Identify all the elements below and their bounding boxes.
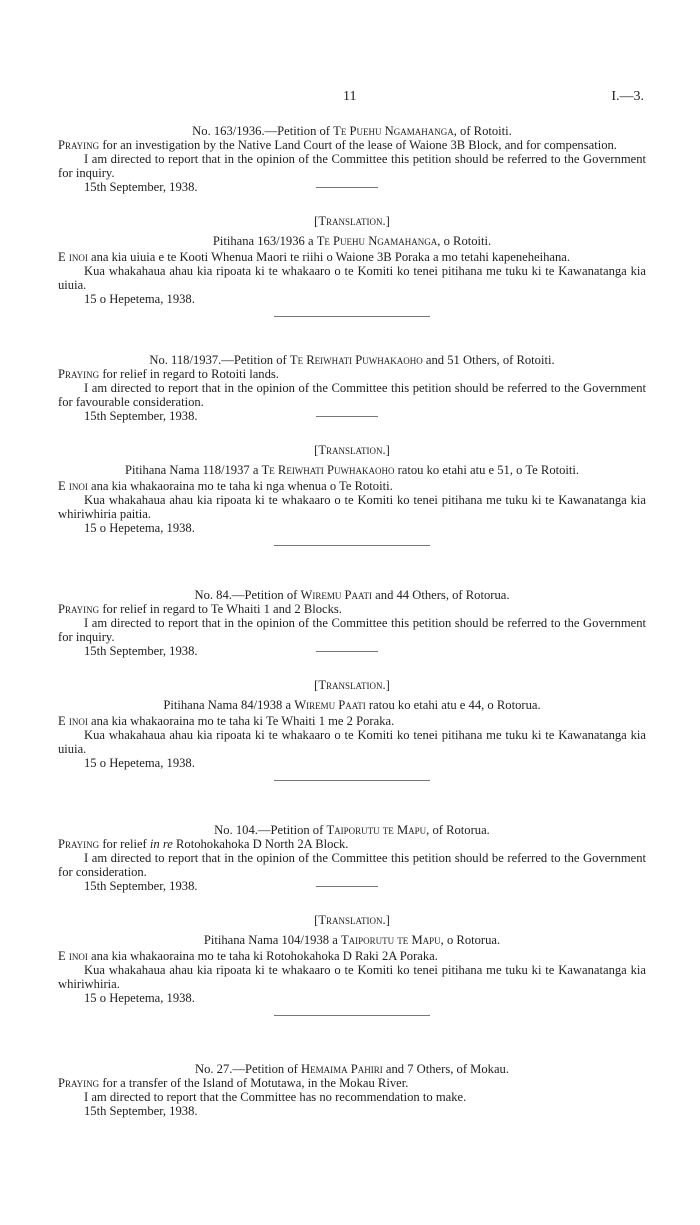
- petition-title: No. 84.—Petition of Wiremu Paati and 44 Others, of Rotorua.: [194, 588, 510, 602]
- translation-title: Pitihana Nama 84/1938 a Wiremu Paati ratou ko etahi atu e 44, o Rotorua.: [163, 698, 541, 712]
- petition-title: No. 163/1936.—Petition of Te Puehu Ngamahanga, of Rotoiti.: [192, 124, 512, 138]
- translation-report-paragraph: Kua whakahaua ahau kia ripoata ki te whakaaro o te Komiti ko tenei pitihana me tuku ki te Kawanatanga kia whiriwhiria.: [58, 963, 646, 991]
- translation-heading: [Translation.]: [314, 913, 390, 927]
- petitioner-name: Wiremu Paati: [300, 588, 373, 602]
- section-divider: [274, 545, 430, 546]
- inoi-paragraph: E inoi ana kia whakaoraina mo te taha ki nga whenua o Te Rotoiti.: [58, 479, 393, 493]
- date-line: 15th September, 1938.: [58, 644, 646, 658]
- report-paragraph: I am directed to report that the Committee has no recommendation to make.: [84, 1090, 467, 1104]
- report-paragraph: I am directed to report that in the opinion of the Committee this petition should be referred to the Government for inquiry.: [58, 616, 646, 644]
- inoi-paragraph: E inoi ana kia whakaoraina mo te taha ki Te Whaiti 1 me 2 Poraka.: [58, 714, 395, 728]
- translation-title: Pitihana Nama 104/1938 a Taiporutu te Mapu, o Rotorua.: [203, 933, 501, 947]
- section-divider: [274, 316, 430, 317]
- petitioner-name: Hemaima Pahiri: [300, 1062, 383, 1076]
- inoi-paragraph: E inoi ana kia uiuia e te Kooti Whenua Maori te riihi o Waione 3B Poraka a mo tetahi kapeneheihana.: [58, 250, 571, 264]
- report-paragraph: I am directed to report that in the opinion of the Committee this petition should be referred to the Government for consideration.: [58, 851, 646, 879]
- paper-reference: I.—3.: [611, 89, 644, 104]
- report-paragraph: I am directed to report that in the opinion of the Committee this petition should be referred to the Government for inquiry.: [58, 152, 646, 180]
- praying-paragraph: Praying for relief in regard to Te Whaiti 1 and 2 Blocks.: [58, 602, 342, 616]
- divider-rule: [316, 651, 378, 652]
- section-divider: [274, 1015, 430, 1016]
- praying-paragraph: Praying for relief in re Rotohokahoka D North 2A Block.: [58, 837, 349, 851]
- petition-section-163-1936: [58, 124, 646, 317]
- divider-rule: [316, 416, 378, 417]
- report-paragraph: I am directed to report that in the opinion of the Committee this petition should be referred to the Government for favourable consideration.: [58, 381, 646, 409]
- date-line: 15th September, 1938.: [58, 180, 646, 194]
- translation-date-line: 15 o Hepetema, 1938.: [84, 292, 195, 306]
- petition-section-27: [58, 1062, 646, 1118]
- petition-title: No. 104.—Petition of Taiporutu te Mapu, of Rotorua.: [214, 823, 490, 837]
- translation-report-paragraph: Kua whakahaua ahau kia ripoata ki te whakaaro o te Komiti ko tenei pitihana me tuku ki te Kawanatanga kia uiuia.: [58, 264, 646, 292]
- petition-section-84: [58, 588, 646, 781]
- translation-title: Pitihana Nama 118/1937 a Te Reiwhati Puwhakaoho ratou ko etahi atu e 51, o Te Rotoiti.: [124, 463, 580, 477]
- date-line: 15th September, 1938.: [84, 1104, 198, 1118]
- petitioner-name: Te Reiwhati Puwhakaoho: [289, 353, 423, 367]
- petitioner-name: Taiporutu te Mapu: [326, 823, 427, 837]
- petition-title: No. 27.—Petition of Hemaima Pahiri and 7 Others, of Mokau.: [194, 1062, 509, 1076]
- divider-rule: [316, 187, 378, 188]
- translation-date-line: 15 o Hepetema, 1938.: [84, 521, 195, 535]
- inoi-paragraph: E inoi ana kia whakaoraina mo te taha ki Rotohokahoka D Raki 2A Poraka.: [58, 949, 438, 963]
- section-divider: [274, 780, 430, 781]
- translation-heading: [Translation.]: [314, 214, 390, 228]
- translation-report-paragraph: Kua whakahaua ahau kia ripoata ki te whakaaro o te Komiti ko tenei pitihana me tuku ki te Kawanatanga kia whiriwhiria paitia.: [58, 493, 646, 521]
- translation-heading: [Translation.]: [314, 443, 390, 457]
- page-number: 11: [343, 89, 357, 104]
- petition-section-118-1937: [58, 353, 646, 546]
- petition-title: No. 118/1937.—Petition of Te Reiwhati Puwhakaoho and 51 Others, of Rotoiti.: [149, 353, 555, 367]
- date-line: 15th September, 1938.: [58, 879, 646, 893]
- translation-date-line: 15 o Hepetema, 1938.: [84, 991, 195, 1005]
- petition-section-104: [58, 823, 646, 1016]
- translation-title: Pitihana 163/1936 a Te Puehu Ngamahanga, o Rotoiti.: [212, 234, 492, 248]
- date-line: 15th September, 1938.: [58, 409, 646, 423]
- praying-paragraph: Praying for relief in regard to Rotoiti lands.: [58, 367, 279, 381]
- page-header: [58, 90, 646, 106]
- praying-paragraph: Praying for an investigation by the Native Land Court of the lease of Waione 3B Block, and for compensation.: [58, 138, 617, 152]
- page-content: [58, 124, 646, 1118]
- praying-paragraph: Praying for a transfer of the Island of Motutawa, in the Mokau River.: [58, 1076, 409, 1090]
- translation-report-paragraph: Kua whakahaua ahau kia ripoata ki te whakaaro o te Komiti ko tenei pitihana me tuku ki te Kawanatanga kia uiuia.: [58, 728, 646, 756]
- translation-heading: [Translation.]: [314, 678, 390, 692]
- petitioner-name: Te Puehu Ngamahanga: [333, 124, 454, 138]
- divider-rule: [316, 886, 378, 887]
- translation-date-line: 15 o Hepetema, 1938.: [84, 756, 195, 770]
